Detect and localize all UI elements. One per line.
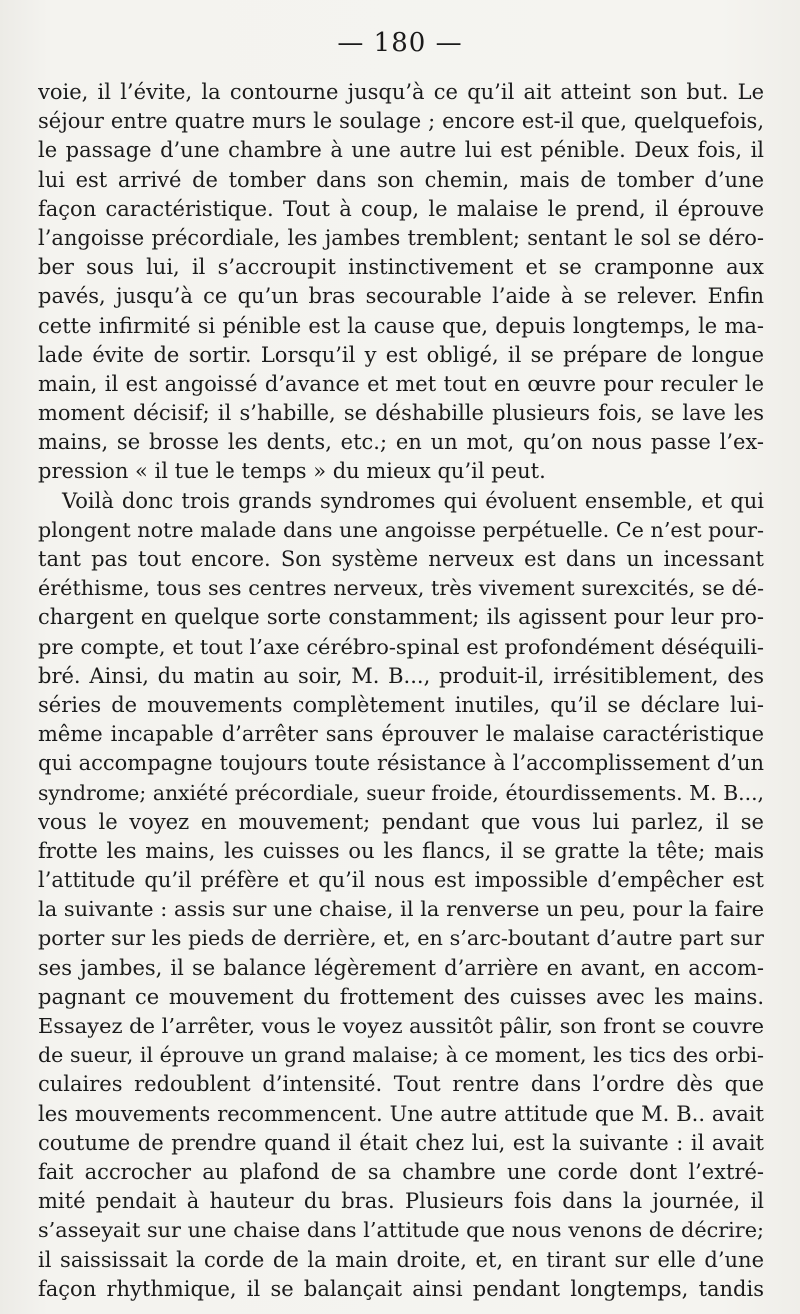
text-line: s’asseyait sur une chaise dans l’attitude que nous venons de décrire;	[38, 1218, 764, 1243]
text-line: moment décisif; il s’habille, se déshabille plusieurs fois, se lave les	[38, 401, 764, 426]
text-line: plongent notre malade dans une angoisse perpétuelle. Ce n’est pour-	[38, 517, 764, 542]
text-line: la suivante : assis sur une chaise, il la renverse un peu, pour la faire	[38, 897, 764, 922]
text-line: vous le voyez en mouvement; pendant que vous lui parlez, il se	[38, 809, 764, 834]
text-line: séjour entre quatre murs le soulage ; encore est-il que, quelquefois,	[38, 109, 764, 134]
text-line: pre compte, et tout l’axe cérébro-spinal est profondément déséquili-	[38, 634, 764, 659]
text-line: Essayez de l’arrêter, vous le voyez aussitôt pâlir, son front se couvre	[38, 1014, 764, 1038]
text-line: chargent en quelque sorte constamment; ils agissent pour leur pro-	[38, 605, 764, 630]
text-line: façon rhythmique, il se balançait ainsi pendant longtemps, tandis	[38, 1276, 764, 1301]
text-line: l’angoisse précordiale, les jambes tremblent; sentant le sol se déro-	[38, 225, 764, 250]
page-number: — 180 —	[337, 28, 463, 58]
text-line: façon caractéristique. Tout à coup, le malaise le prend, il éprouve	[38, 196, 764, 221]
text-line: éréthisme, tous ses centres nerveux, très vivement surexcités, se dé-	[38, 576, 764, 601]
text-line: qui accompagne toujours toute résistance à l’accomplissement d’un	[38, 751, 764, 776]
text-line: voie, il l’évite, la contourne jusqu’à ce qu’il ait atteint son but. Le	[38, 80, 764, 104]
text-line: coutume de prendre quand il était chez lui, est la suivante : il avait	[38, 1130, 764, 1155]
text-line: mité pendait à hauteur du bras. Plusieurs fois dans la journée, il	[38, 1189, 764, 1214]
text-line: pression « il tue le temps » du mieux qu’il peut.	[38, 459, 546, 484]
text-line: culaires redoublent d’intensité. Tout rentre dans l’ordre dès que	[38, 1072, 764, 1097]
text-line: les mouvements recommencent. Une autre attitude que M. B.. avait	[38, 1101, 764, 1126]
text-line: Voilà donc trois grands syndromes qui évoluent ensemble, et qui	[62, 488, 764, 513]
text-line: pagnant ce mouvement du frottement des cuisses avec les mains.	[38, 984, 764, 1009]
text-line: le passage d’une chambre à une autre lui est pénible. Deux fois, il	[38, 138, 764, 163]
text-line: frotte les mains, les cuisses ou les flancs, il se gratte la tête; mais	[38, 838, 764, 863]
text-line: porter sur les pieds de derrière, et, en s’arc-boutant d’autre part sur	[38, 926, 764, 951]
text-line: tant pas tout encore. Son système nerveux est dans un incessant	[38, 547, 764, 571]
body-text	[38, 78, 764, 1304]
text-line: de sueur, il éprouve un grand malaise; à ce moment, les tics des orbi-	[38, 1043, 764, 1068]
text-line: pavés, jusqu’à ce qu’un bras secourable l’aide à se relever. Enfin	[38, 284, 764, 309]
text-line: cette infirmité si pénible est la cause que, depuis longtemps, le ma-	[38, 313, 764, 338]
text-line: lade évite de sortir. Lorsqu’il y est obligé, il se prépare de longue	[38, 342, 764, 367]
text-line: main, il est angoissé d’avance et met tout en œuvre pour reculer le	[38, 371, 764, 396]
text-line: ber sous lui, il s’accroupit instinctivement et se cramponne aux	[38, 255, 764, 280]
text-line: séries de mouvements complètement inutiles, qu’il se déclare lui-	[38, 692, 764, 717]
text-line: il saississait la corde de la main droite, et, en tirant sur elle d’une	[38, 1247, 764, 1272]
text-line: fait accrocher au plafond de sa chambre une corde dont l’extré-	[38, 1159, 764, 1184]
text-line: ses jambes, il se balance légèrement d’arrière en avant, en accom-	[38, 955, 764, 980]
text-line: lui est arrivé de tomber dans son chemin, mais de tomber d’une	[38, 167, 764, 192]
text-line: bré. Ainsi, du matin au soir, M. B..., produit-il, irrésitiblement, des	[38, 663, 764, 688]
text-line: mains, se brosse les dents, etc.; en un mot, qu’on nous passe l’ex-	[38, 430, 764, 455]
text-line: syndrome; anxiété précordiale, sueur froide, étourdissements. M. B...,	[38, 780, 764, 805]
text-line: même incapable d’arrêter sans éprouver le malaise caractéristique	[38, 722, 764, 747]
text-line: l’attitude qu’il préfère et qu’il nous est impossible d’empêcher est	[38, 868, 764, 893]
